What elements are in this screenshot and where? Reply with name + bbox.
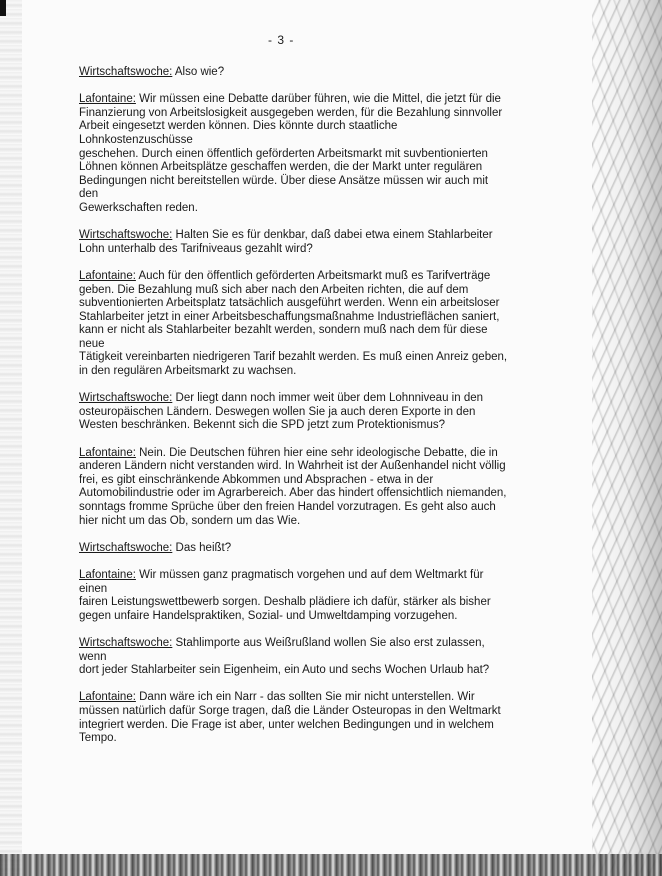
text-line: osteuropäischen Ländern. Deswegen wollen Sie ja auch deren Exporte in den [79,405,476,418]
scan-corner-mark [0,0,6,16]
dialogue-paragraph [79,569,509,623]
speaker-label: Lafontaine: [79,93,136,106]
text-line: geben. Die Bezahlung muß sich aber nach den Arbeiten richten, die auf dem [79,283,469,296]
dialogue-paragraph [79,93,509,215]
text-line: Stahlarbeiter jetzt in einer Arbeitsbeschaffungsmaßnahme Industrieflächen saniert, [79,310,500,323]
text-line: kann er nicht als Stahlarbeiter bezahlt werden, sondern muß nach dem für diese neue [79,324,488,350]
text-line: anderen Ländern nicht verstanden wird. In Wahrheit ist der Außenhandel nicht völlig [79,460,506,473]
text-line: fairen Leistungswettbewerb sorgen. Deshalb plädiere ich dafür, stärker als bisher [79,596,491,609]
speaker-label: Wirtschaftswoche: [79,392,173,405]
text-line: geschehen. Durch einen öffentlich geförderten Arbeitsmarkt mit suvbentionierten [79,147,488,160]
speaker-label: Lafontaine: [79,691,136,704]
dialogue-paragraph [79,542,509,556]
text-line: Also wie? [174,66,225,78]
text-line: Bedingungen nicht bereitstellen würde. Über diese Ansätze müssen wir auch mit den [79,174,489,201]
speaker-label: Lafontaine: [79,568,136,581]
text-line: Lohn unterhalb des Tarifniveaus gezahlt wird? [79,242,313,255]
interview-text [79,66,509,759]
text-line: Finanzierung von Arbeitslosigkeit ausgegeben werden, für die Bezahlung sinnvoller [79,106,503,119]
page-number: - 3 - [268,33,295,47]
text-line: Nein. Die Deutschen führen hier eine sehr ideologische Debatte, die in [139,446,498,459]
speaker-label: Wirtschaftswoche: [79,541,173,554]
text-line: hier nicht um das Ob, sondern um das Wie. [79,514,301,527]
dialogue-paragraph [79,447,509,529]
scan-edge-bottom [0,854,662,876]
text-line: Automobilindustrie oder im Agrarbereich. Aber das hindert offensichtlich niemanden, [79,487,507,500]
text-line: subventionierten Arbeitsplatz tatsächlich ausgeführt werden. Wenn ein arbeitsloser [79,297,500,310]
text-line: Tempo. [79,732,117,745]
speaker-label: Wirtschaftswoche: [79,636,173,649]
text-line: Gewerkschaften reden. [79,201,198,214]
dialogue-paragraph [79,637,509,678]
speaker-label: Lafontaine: [79,269,136,282]
text-line: Das heißt? [175,541,232,554]
text-line: Westen beschränken. Bekennt sich die SPD jetzt zum Protektionismus? [79,419,446,432]
dialogue-paragraph [79,66,509,80]
dialogue-paragraph [79,270,509,379]
dialogue-paragraph [79,691,509,745]
text-line: sonntags fromme Sprüche über den freien Handel vorzutragen. Es geht also auch [79,501,496,513]
scan-edge-right [592,0,662,876]
text-line: Löhnen können Arbeitsplätze geschaffen werden, die der Markt unter regulären [79,161,483,174]
text-line: Der liegt dann noch immer weit über dem Lohnniveau in den [175,392,484,405]
speaker-label: Lafontaine: [79,446,136,459]
text-line: in den regulären Arbeitsmarkt zu wachsen. [79,365,297,378]
text-line: integriert werden. Die Frage ist aber, unter welchen Bedingungen und in welchem [79,718,494,731]
dialogue-paragraph [79,392,509,433]
text-line: frei, es gibt einschränkende Abkommen und Absprachen - etwa in der [79,473,434,486]
text-line: Halten Sie es für denkbar, daß dabei etwa einem Stahlarbeiter [175,229,493,242]
speaker-label: Wirtschaftswoche: [79,229,173,242]
text-line: Wir müssen eine Debatte darüber führen, wie die Mittel, die jetzt für die [139,93,501,106]
text-line: Stahlimporte aus Weißrußland wollen Sie also erst zulassen, wenn [79,636,485,663]
text-line: Dann wäre ich ein Narr - das sollten Sie mir nicht unterstellen. Wir [139,691,475,704]
text-line: müssen natürlich dafür Sorge tragen, daß die Länder Osteuropas in den Weltmarkt [79,704,501,717]
text-line: Auch für den öffentlich geförderten Arbeitsmarkt muß es Tarifverträge [138,269,491,282]
text-line: gegen unfaire Handelspraktiken, Sozial- und Umweltdamping vorzugehen. [79,609,458,622]
scan-edge-left [0,0,22,876]
text-line: Tätigkeit vereinbarten niedrigeren Tarif bezahlt werden. Es muß einen Anreiz geben, [79,351,508,364]
text-line: Wir müssen ganz pragmatisch vorgehen und auf dem Weltmarkt für einen [79,568,484,595]
text-line: Arbeit eingesetzt werden können. Dies könnte durch staatliche Lohnkostenzuschüsse [79,120,398,146]
dialogue-paragraph [79,229,509,256]
speaker-label: Wirtschaftswoche: [79,66,173,78]
text-line: dort jeder Stahlarbeiter sein Eigenheim, ein Auto und sechs Wochen Urlaub hat? [79,664,490,677]
